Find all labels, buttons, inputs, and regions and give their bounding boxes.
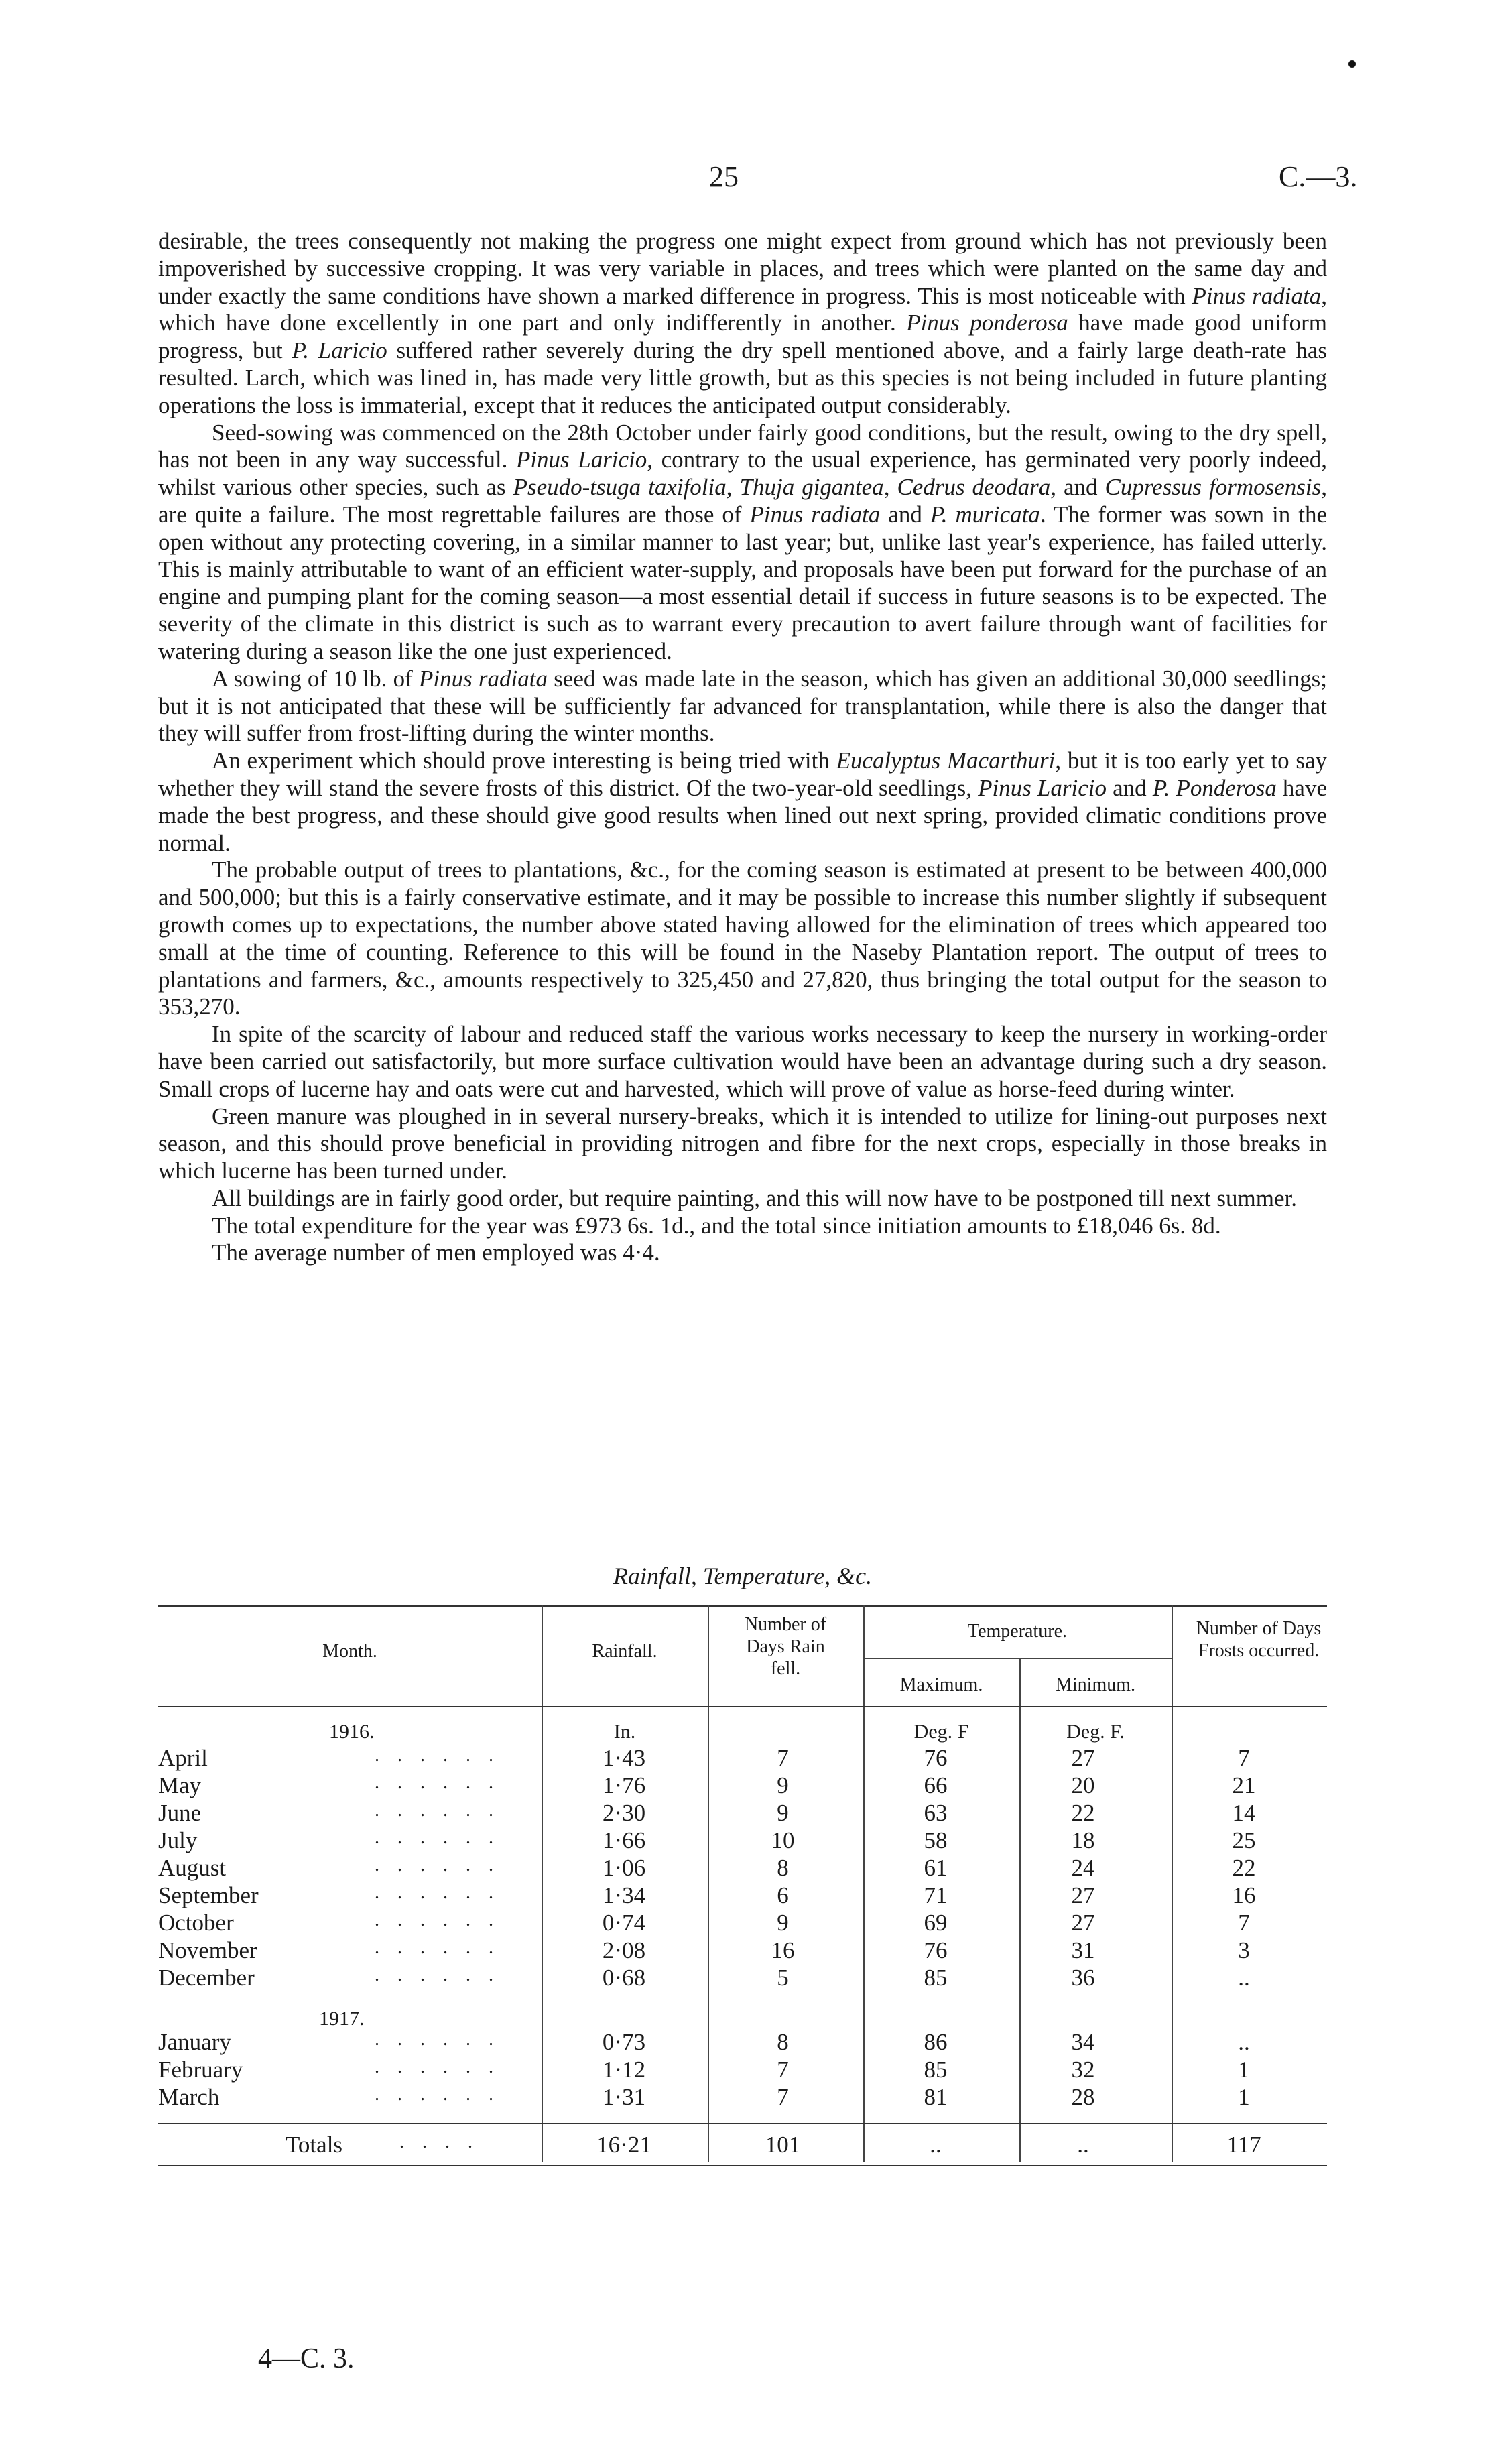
paragraph [158, 420, 1327, 666]
maximum-cell: 86 [924, 2029, 948, 2055]
days-rain-cell: 7 [777, 1745, 789, 1771]
days-rain-cell: 7 [777, 2084, 789, 2110]
rainfall-cell: 1·31 [602, 2084, 646, 2110]
italic-term: P. muricata [930, 501, 1040, 528]
month-cell: June [158, 1800, 202, 1826]
italic-term: P. Ponderosa [1152, 774, 1277, 801]
maximum-cell: 66 [924, 1772, 948, 1798]
month-cell: January [158, 2029, 231, 2055]
month-cell: October [158, 1910, 234, 1936]
frosts-cell: .. [1238, 1965, 1250, 1991]
minimum-cell: 27 [1071, 1882, 1095, 1908]
italic-term: Pinus Laricio [515, 446, 647, 473]
italic-term: Pinus radiata [418, 665, 548, 692]
leader-dots: . . . . . . [375, 2057, 500, 2077]
header-minimum: Minimum. [1055, 1674, 1135, 1695]
rainfall-cell: 1·34 [602, 1882, 646, 1908]
text-run: and [1107, 774, 1153, 801]
paragraph [158, 1213, 1327, 1240]
leader-dots: . . . . . . [375, 1937, 500, 1958]
italic-term: Eucalyptus Macarthuri [836, 747, 1056, 774]
totals-label: Totals [286, 2132, 343, 2158]
table-row [158, 1965, 1327, 1992]
header-days-rain: Number of Days Rain fell. [744, 1614, 827, 1679]
text-run: , [726, 474, 740, 501]
leader-dots: . . . . . . [375, 1882, 500, 1903]
page-number: 25 [709, 160, 739, 193]
italic-term: Pinus Laricio [978, 774, 1107, 801]
days-rain-cell: 5 [777, 1965, 789, 1991]
leader-dots: . . . . . . [375, 1965, 500, 1985]
text-run: have made good uniform progress, but [158, 310, 1328, 364]
month-cell: February [158, 2057, 243, 2083]
footer-signature: 4—C. 3. [258, 2343, 355, 2374]
paragraph [158, 228, 1327, 420]
table-bottom-rule [158, 2165, 1327, 2166]
text-run: A sowing of 10 lb. of [212, 665, 419, 692]
maximum-cell: 85 [924, 2057, 948, 2083]
minimum-cell: 28 [1071, 2084, 1095, 2110]
month-cell: July [158, 1827, 198, 1853]
header-maximum: Maximum. [899, 1674, 983, 1695]
frosts-cell: 1 [1238, 2084, 1250, 2110]
minimum-cell: 20 [1071, 1772, 1095, 1798]
maximum-cell: 85 [924, 1965, 948, 1991]
rainfall-cell: 1·43 [602, 1745, 646, 1771]
text-run: The probable output of trees to plantations, &c., for the coming season is estimated at present to be between 400,000 and 500,000; but this is a fairly conservative estimate, and it may be possible to increase this number slightly if subsequent growth comes up to expectations, the number above stated having allowed for the elimination of trees which appeared too small at the time of counting. Reference to this will be found in the Naseby Plantation report. The output of trees to plantations and farmers, &c., amounts respectively to 325,450 and 27,820, thus bringing the total output for the season to 353,270. [158, 857, 1327, 1020]
table-row [158, 1745, 1327, 1772]
minimum-cell: 34 [1071, 2029, 1095, 2055]
text-run: , and [1050, 474, 1105, 501]
italic-term: Thuja gigantea [739, 474, 884, 501]
days-rain-cell: 8 [777, 1855, 789, 1881]
leader-dots: . . . . . . [375, 1745, 500, 1766]
text-run: In spite of the scarcity of labour and reduced staff the various works necessary to keep the nursery in working-order have been carried out satisfactorily, but more surface cultivation would have been an advantage during such a dry season. Small crops of lucerne hay and oats were cut and harvested, which will prove of value as horse-feed during winter. [158, 1021, 1327, 1102]
italic-term: Pinus ponderosa [906, 310, 1068, 336]
text-run: , [883, 474, 897, 501]
totals-row [158, 2132, 1327, 2159]
maximum-cell: 63 [924, 1800, 948, 1826]
text-run: Green manure was ploughed in in several nursery-breaks, which it is intended to utilize for lining-out purposes next season, and this should prove beneficial in providing nitrogen and fibre for the next crops, especially in those breaks in which lucerne has been turned under. [158, 1103, 1327, 1184]
year-label-1916: 1916. [329, 1721, 375, 1743]
rainfall-cell: 0·68 [602, 1965, 646, 1991]
totals-minimum: .. [1077, 2132, 1089, 2158]
paragraph [158, 1021, 1327, 1103]
frosts-cell: 3 [1238, 1937, 1250, 1963]
rainfall-cell: 0·73 [602, 2029, 646, 2055]
leader-dots: . . . . . . [375, 1772, 500, 1793]
frosts-cell: .. [1238, 2029, 1250, 2055]
leader-dots: . . . . [399, 2132, 479, 2152]
days-rain-cell: 6 [777, 1882, 789, 1908]
frosts-cell: 16 [1232, 1882, 1256, 1908]
italic-term: Pinus radiata [749, 501, 881, 528]
days-rain-cell: 9 [777, 1800, 789, 1826]
days-rain-cell: 16 [771, 1937, 795, 1963]
text-run: . The former was sown in the open without any protecting covering, in a similar manner to last year; but, unlike last year's experience, has failed utterly. This is mainly attributable to want of an efficient water-supply, and proposals have been put forward for the purchase of an engine and pumping plant for the coming season—a most essential detail if success in future seasons is to be expected. The severity of the climate in this district is such as to warrant every precaution to avert failure through want of facilities for watering during a season like the one just experienced. [158, 501, 1327, 664]
paragraph [158, 1239, 1327, 1267]
text-run: , contrary to the usual experience, has germinated very poorly indeed, whilst various other species, such as [158, 446, 1327, 501]
table-row [158, 1937, 1327, 1965]
table-row [158, 1827, 1327, 1855]
italic-term: Pseudo-tsuga taxifolia [513, 474, 727, 501]
month-cell: September [158, 1882, 259, 1908]
month-cell: April [158, 1745, 208, 1771]
days-rain-cell: 9 [777, 1910, 789, 1936]
minimum-cell: 18 [1071, 1827, 1095, 1853]
maximum-cell: 76 [924, 1745, 948, 1771]
table-row [158, 1910, 1327, 1937]
rainfall-cell: 2·30 [602, 1800, 646, 1826]
totals-rainfall: 16·21 [596, 2132, 651, 2158]
table-row [158, 1855, 1327, 1882]
minimum-cell: 27 [1071, 1910, 1095, 1936]
leader-dots: . . . . . . [375, 2084, 500, 2105]
page-dot-mark [1348, 60, 1356, 68]
header-bottom-rule [158, 1706, 1327, 1707]
text-run: All buildings are in fairly good order, but require painting, and this will now have to be postponed till next summer. [212, 1184, 1298, 1211]
unit-rainfall: In. [613, 1721, 636, 1743]
header-frosts: Number of Days Frosts occurred. [1196, 1618, 1322, 1661]
italic-term: Cupressus formosensis [1105, 474, 1322, 501]
maximum-cell: 61 [924, 1855, 948, 1881]
days-rain-cell: 8 [777, 2029, 789, 2055]
text-run: , which have done excellently in one part and only indifferently in another. [158, 282, 1327, 336]
maximum-cell: 81 [924, 2084, 948, 2110]
month-cell: August [158, 1855, 227, 1881]
text-run: desirable, the trees consequently not making the progress one might expect from ground which has not previously been impoverished by successive cropping. It was very variable in places, and trees which were planted on the same day and under exactly the same conditions have shown a marked difference in progress. This is most noticeable with [158, 228, 1327, 309]
days-rain-cell: 7 [777, 2057, 789, 2083]
text-run: An experiment which should prove interesting is being tried with [212, 747, 836, 774]
document-ref: C.—3. [1279, 160, 1358, 193]
month-cell: November [158, 1937, 257, 1963]
leader-dots: . . . . . . [375, 1800, 500, 1821]
text-run: , are quite a failure. The most regrettable failures are those of [158, 474, 1328, 528]
totals-rule [158, 2123, 1327, 2124]
maximum-cell: 69 [924, 1910, 948, 1936]
maximum-cell: 71 [924, 1882, 948, 1908]
table-row [158, 1800, 1327, 1827]
text-run: Seed-sowing was commenced on the 28th October under fairly good conditions, but the result, owing to the dry spell, has not been in any way successful. [158, 419, 1327, 473]
paragraph [158, 1103, 1327, 1185]
year-label-1917: 1917. [319, 2008, 365, 2030]
minimum-cell: 27 [1071, 1745, 1095, 1771]
table-top-rule [158, 1605, 1327, 1607]
totals-frosts: 117 [1226, 2132, 1261, 2158]
rainfall-cell: 1·76 [602, 1772, 646, 1798]
minimum-cell: 32 [1071, 2057, 1095, 2083]
paragraph [158, 857, 1327, 1021]
days-rain-cell: 9 [777, 1772, 789, 1798]
text-run: have made the best progress, and these should give good results when lined out next spring, provided climatic conditions prove normal. [158, 774, 1327, 856]
leader-dots: . . . . . . [375, 2029, 500, 2050]
rainfall-cell: 1·12 [602, 2057, 646, 2083]
text-run: , but it is too early yet to say whether they will stand the severe frosts of this district. Of the two-year-old seedlings, [158, 747, 1328, 801]
rainfall-cell: 2·08 [602, 1937, 646, 1963]
month-cell: May [158, 1772, 202, 1798]
paragraph [158, 747, 1327, 857]
leader-dots: . . . . . . [375, 1910, 500, 1930]
maximum-cell: 58 [924, 1827, 948, 1853]
frosts-cell: 7 [1238, 1910, 1250, 1936]
text-run: The average number of men employed was 4·4. [212, 1239, 660, 1266]
frosts-cell: 1 [1238, 2057, 1250, 2083]
frosts-cell: 22 [1232, 1855, 1256, 1881]
table-row [158, 2029, 1327, 2057]
unit-minimum: Deg. F. [1066, 1721, 1125, 1743]
maximum-cell: 76 [924, 1937, 948, 1963]
minimum-cell: 24 [1071, 1855, 1095, 1881]
leader-dots: . . . . . . [375, 1827, 500, 1848]
totals-days-rain: 101 [765, 2132, 801, 2158]
unit-maximum: Deg. F [914, 1721, 969, 1743]
month-cell: March [158, 2084, 220, 2110]
table-row [158, 2084, 1327, 2111]
minimum-cell: 22 [1071, 1800, 1095, 1826]
table-caption: Rainfall, Temperature, &c. [613, 1562, 873, 1589]
text-run: The total expenditure for the year was £973 6s. 1d., and the total since initiation amounts to £18,046 6s. 8d. [212, 1212, 1221, 1239]
totals-maximum: .. [930, 2132, 942, 2158]
paragraph [158, 666, 1327, 747]
table-row [158, 1772, 1327, 1800]
frosts-cell: 7 [1238, 1745, 1250, 1771]
text-run: and [880, 501, 930, 528]
text-run: suffered rather severely during the dry spell mentioned above, and a fairly large death-rate has resulted. Larch, which was lined in, has made very little growth, but as this species is not being included in future planting operations the loss is immaterial, except that it reduces the anticipated output considerably. [158, 337, 1328, 418]
table-row [158, 1882, 1327, 1910]
month-cell: December [158, 1965, 255, 1991]
italic-term: Cedrus deodara [897, 474, 1051, 501]
italic-term: P. Laricio [292, 337, 387, 364]
text-run: seed was made late in the season, which has given an additional 30,000 seedlings; but it is not anticipated that these will be sufficiently far advanced for transplantation, while there is also the danger that they will suffer from frost-lifting during the winter months. [158, 665, 1327, 747]
table-row [158, 2057, 1327, 2084]
header-temperature: Temperature. [967, 1621, 1068, 1642]
header-month: Month. [322, 1641, 377, 1662]
rainfall-cell: 1·06 [602, 1855, 646, 1881]
italic-term: Pinus radiata [1192, 282, 1322, 309]
leader-dots: . . . . . . [375, 1855, 500, 1876]
rainfall-cell: 1·66 [602, 1827, 646, 1853]
rainfall-cell: 0·74 [602, 1910, 646, 1936]
minimum-cell: 36 [1071, 1965, 1095, 1991]
minimum-cell: 31 [1071, 1937, 1095, 1963]
frosts-cell: 21 [1232, 1772, 1256, 1798]
frosts-cell: 25 [1232, 1827, 1256, 1853]
days-rain-cell: 10 [771, 1827, 795, 1853]
temp-subheader-rule [863, 1658, 1172, 1659]
paragraph [158, 1185, 1327, 1213]
body-text [158, 228, 1327, 1267]
header-rainfall: Rainfall. [592, 1641, 657, 1662]
frosts-cell: 14 [1232, 1800, 1256, 1826]
